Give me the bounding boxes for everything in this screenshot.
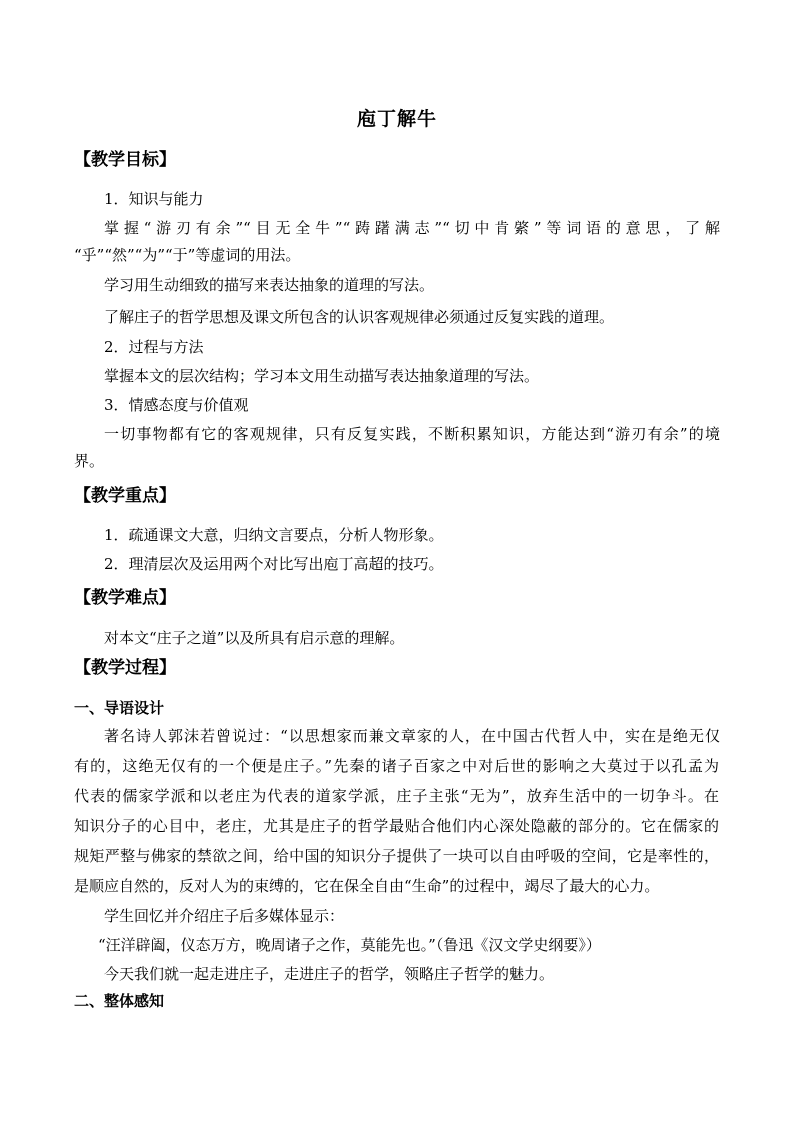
overall-perception-title: 二、整体感知 [74, 992, 165, 1010]
intro-paragraph-line: 有的，这绝无仅有的一个便是庄子。”先秦的诸子百家之中对后世的影响之大莫过于以孔孟为 [74, 757, 719, 775]
intro-paragraph-line: 今天我们就一起走进庄子，走进庄子的哲学，领略庄子哲学的魅力。 [104, 965, 555, 983]
key-point-item: 2．理清层次及运用两个对比写出庖丁高超的技巧。 [104, 555, 444, 573]
intro-paragraph-line: 知识分子的心目中，老庄，尤其是庄子的哲学最贴合他们内心深处隐蔽的部分的。它在儒家的 [74, 817, 719, 835]
knowledge-paragraph: 了解庄子的哲学思想及课文所包含的认识客观规律必须通过反复实践的道理。 [104, 308, 615, 326]
heading-difficulties: 【教学难点】 [74, 588, 176, 608]
difficulty-item: 对本文“庄子之道”以及所具有启示意的理解。 [104, 629, 405, 647]
knowledge-paragraph-line: 掌握“游刃有余”“目无全牛”“踌躇满志”“切中肯綮”等词语的意思，了解 [104, 219, 720, 237]
emotion-paragraph-line: 一切事物都有它的客观规律，只有反复实践，不断积累知识，方能达到“游刃有余”的境 [104, 425, 720, 443]
heading-key-points: 【教学重点】 [74, 486, 176, 506]
intro-paragraph-line: 是顺应自然的，反对人为的束缚的，它在保全自由“生命”的过程中，竭尽了最大的心力。 [74, 877, 660, 895]
intro-paragraph-line: 著名诗人郭沫若曾说过：“以思想家而兼文章家的人，在中国古代哲人中，实在是绝无仅 [104, 727, 720, 745]
document-title: 庖丁解牛 [356, 108, 437, 130]
knowledge-paragraph-line: “乎”“然”“为”“于”等虚词的用法。 [74, 246, 301, 264]
emotion-paragraph-line: 界。 [74, 452, 105, 470]
heading-process: 【教学过程】 [74, 658, 176, 678]
intro-paragraph-line: 学生回忆并介绍庄子后多媒体显示： [104, 907, 345, 925]
intro-design-title: 一、导语设计 [74, 699, 165, 717]
intro-quote: “汪洋辟阖，仪态万方，晚周诸子之作，莫能先也。”（鲁迅《汉文学史纲要》） [98, 936, 601, 954]
key-point-item: 1．疏通课文大意，归纳文言要点，分析人物形象。 [104, 526, 444, 544]
emotion-title: 3．情感态度与价值观 [104, 396, 249, 414]
process-method-title: 2．过程与方法 [104, 338, 204, 356]
knowledge-title: 1．知识与能力 [104, 190, 204, 208]
knowledge-paragraph: 学习用生动细致的描写来表达抽象的道理的写法。 [104, 276, 435, 294]
process-method-paragraph: 掌握本文的层次结构；学习本文用生动描写表达抽象道理的写法。 [104, 367, 540, 385]
intro-paragraph-line: 规矩严整与佛家的禁欲之间，给中国的知识分子提供了一块可以自由呼吸的空间，它是率性的， [74, 847, 719, 865]
heading-objectives: 【教学目标】 [74, 150, 176, 170]
intro-paragraph-line: 代表的儒家学派和以老庄为代表的道家学派，庄子主张“无为”，放弃生活中的一切争斗。在 [74, 787, 719, 805]
